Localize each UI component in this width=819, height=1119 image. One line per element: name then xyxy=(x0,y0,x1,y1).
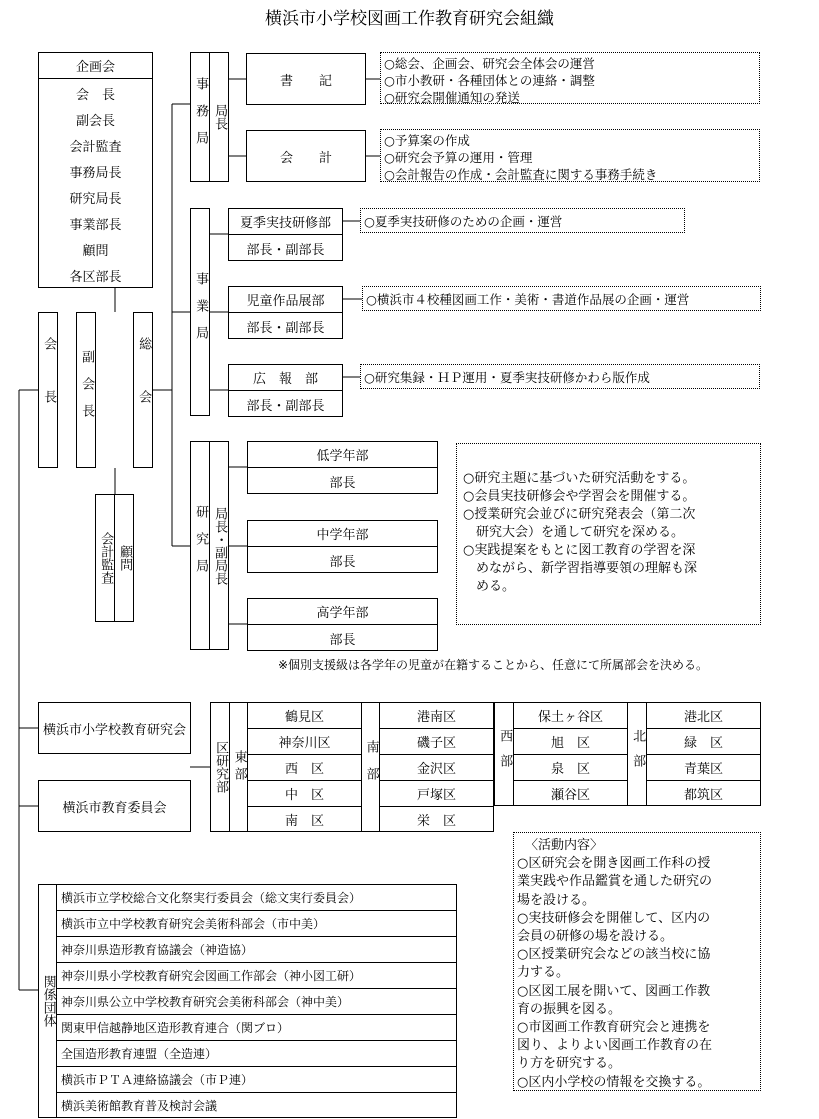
unit-name: 中学年部 xyxy=(248,521,437,547)
shokyoken-box xyxy=(38,702,191,754)
nanbu-box xyxy=(361,702,380,832)
related-label: 関係団体 xyxy=(40,975,56,1027)
member: 事務局長 xyxy=(69,165,122,181)
related-orgs xyxy=(56,884,457,1118)
jigyokyoku-box xyxy=(190,208,210,416)
member: 会計監査 xyxy=(69,139,122,155)
unit-sub: 部長・副部長 xyxy=(246,242,325,258)
kenkyukyoku-note: ※個別支援級は各学年の児童が在籍することから、任意にて所属部会を決める。 xyxy=(278,658,709,672)
ward: 泉 区 xyxy=(514,755,627,781)
jimukyoku-head-label: 局長 xyxy=(212,104,228,130)
purpose-line: める。 xyxy=(463,579,516,594)
kaki-jitsugi-box xyxy=(228,208,343,261)
kaicho-label: 会長 xyxy=(41,337,57,443)
tobu-wards xyxy=(247,702,362,832)
fukukaicho-box xyxy=(76,312,96,468)
kikakukai-box xyxy=(38,52,153,288)
related-org: 横浜市ＰＴＡ連絡協議会（市Ｐ連） xyxy=(57,1067,456,1093)
nanbu-wards xyxy=(379,702,494,832)
kyoiku-iinkai-label: 横浜市教育委員会 xyxy=(62,800,167,816)
purpose-line: ○研究主題に基づいた研究活動をする。 xyxy=(463,471,696,486)
purpose-line: ○実践提案をもとに図工教育の学習を深 xyxy=(463,543,696,558)
ward: 瀬谷区 xyxy=(550,788,590,803)
kenkyukyoku-box xyxy=(190,441,210,650)
related-org: 神奈川県造形教育協議会（神造協） xyxy=(57,937,456,963)
fukukaicho-label: 副会長 xyxy=(79,349,95,431)
kaikei-unit-box xyxy=(246,130,366,182)
unit-name: 夏季実技研修部 xyxy=(229,209,342,235)
ward: 金沢区 xyxy=(380,755,493,781)
kyoiku-iinkai-box xyxy=(38,780,191,832)
duty-line: ○横浜市４校種図画工作・美術・書道作品展の企画・運営 xyxy=(366,292,690,307)
ward: 保土ヶ谷区 xyxy=(514,703,627,729)
member: 会 長 xyxy=(75,87,115,103)
page-title: 横浜市小学校図画工作教育研究会組織 xyxy=(265,8,554,29)
kaikei-duties xyxy=(380,129,760,182)
activity-line: 育の振興を図る。 xyxy=(517,1001,622,1017)
kenkyukyoku-head-label: 局長・副局長 xyxy=(212,506,228,585)
sokai-box xyxy=(133,312,153,468)
duty-line: ○予算案の作成 xyxy=(384,133,470,148)
ward: 戸塚区 xyxy=(380,781,493,807)
ward: 南 区 xyxy=(284,814,324,829)
related-org: 神奈川県小学校教育研究会図画工作部会（神小図工研） xyxy=(57,963,456,989)
related-org: 関東甲信越静地区造形教育連合（関ブロ） xyxy=(57,1015,456,1041)
member: 事業部長 xyxy=(69,217,122,233)
ward: 緑 区 xyxy=(647,729,760,755)
unit-sub: 部長 xyxy=(329,632,356,648)
purpose-line: ○授業研究会並びに研究発表会（第二次 xyxy=(463,507,696,522)
related-org: 横浜市立中学校教育研究会美術科部会（市中美） xyxy=(57,911,456,937)
activities-box xyxy=(513,832,761,1091)
sakuhinten-box xyxy=(228,286,343,339)
unit-name: 児童作品展部 xyxy=(229,287,342,313)
duty-line: ○総会、企画会、研究会全体会の運営 xyxy=(384,56,595,71)
kaki-duty xyxy=(360,208,685,233)
seibu-label: 西部 xyxy=(497,729,513,779)
unit-sub: 部長 xyxy=(329,554,356,570)
unit-sub: 部長・副部長 xyxy=(246,398,325,414)
ward: 磯子区 xyxy=(380,729,493,755)
ward: 港北区 xyxy=(647,703,760,729)
jimukyoku-box xyxy=(190,52,210,182)
activity-line: ○区図工展を開いて、図画工作教 xyxy=(517,983,711,999)
ward: 中 区 xyxy=(248,781,361,807)
ko-gakunen-box xyxy=(247,598,438,651)
unit-sub: 部長・副部長 xyxy=(246,320,325,336)
activity-line: 業実践や作品鑑賞を通した研究の xyxy=(517,874,713,890)
kenkyukyoku-head-box xyxy=(209,441,229,650)
shoki-box xyxy=(246,53,366,105)
jimukyoku-label: 事務局 xyxy=(193,76,209,158)
jigyokyoku-label: 事業局 xyxy=(193,271,209,353)
nanbu-label: 南部 xyxy=(363,740,379,794)
duty-line: ○夏季実技研修のための企画・運営 xyxy=(364,214,563,229)
tei-gakunen-box xyxy=(247,441,438,494)
koho-box xyxy=(228,364,343,417)
related-label-box xyxy=(38,884,57,1118)
member: 顧問 xyxy=(82,243,109,259)
activity-line: 場を設ける。 xyxy=(517,892,596,908)
tobu-label: 東部 xyxy=(231,750,247,784)
ward: 旭 区 xyxy=(514,729,627,755)
activity-line: ○市図画工作教育研究会と連携を xyxy=(517,1020,711,1036)
ward: 青葉区 xyxy=(647,755,760,781)
ward: 西 区 xyxy=(248,755,361,781)
duty-line: ○会計報告の作成・会計監査に関する事務手続き xyxy=(384,167,658,182)
activity-line: 図り、よりよい図画工作教育の在 xyxy=(517,1038,713,1054)
hokubu-wards xyxy=(646,702,761,806)
activity-line: り方を研究する。 xyxy=(517,1056,622,1072)
unit-sub: 部長 xyxy=(329,475,356,491)
kikakukai-header: 企画会 xyxy=(39,53,152,79)
unit-name: 高学年部 xyxy=(248,599,437,625)
seibu-wards xyxy=(513,702,628,806)
duty-line: ○研究会開催通知の発送 xyxy=(384,90,520,105)
duty-line: ○研究会予算の運用・管理 xyxy=(384,150,533,165)
member: 各区部長 xyxy=(69,269,122,285)
shoki-label: 書 記 xyxy=(279,73,332,89)
ward: 神奈川区 xyxy=(248,729,361,755)
shokyoken-label: 横浜市小学校教育研究会 xyxy=(42,722,186,738)
kukenkyubu-box xyxy=(210,702,230,832)
purpose-line: ○会員実技研修会や学習会を開催する。 xyxy=(463,489,696,504)
shoki-duties xyxy=(380,52,760,104)
hokubu-box xyxy=(627,702,647,806)
sokai-label: 総会 xyxy=(136,337,152,443)
sakuhinten-duty xyxy=(362,286,761,311)
activity-line: ○区授業研究会などの該当校に協 xyxy=(517,947,711,963)
activity-line: 力する。 xyxy=(517,965,570,981)
kenkyukyoku-label: 研究局 xyxy=(193,505,209,586)
komon-label: 顧問 xyxy=(117,545,133,571)
hokubu-label: 北部 xyxy=(630,729,646,779)
kaikei-box xyxy=(95,494,115,622)
kukenkyubu-label: 区研究部 xyxy=(213,741,229,793)
duty-line: ○研究集録・ＨＰ運用・夏季実技研修かわら版作成 xyxy=(364,370,650,385)
ward: 鶴見区 xyxy=(248,703,361,729)
jimukyoku-head-box xyxy=(209,52,229,182)
related-org: 神奈川県公立中学校教育研究会美術科部会（神中美） xyxy=(57,989,456,1015)
kenkyukyoku-purposes xyxy=(456,443,761,625)
unit-name: 広 報 部 xyxy=(229,365,342,391)
kikakukai-members xyxy=(39,79,152,287)
chu-gakunen-box xyxy=(247,520,438,573)
activities-header: 〈活動内容〉 xyxy=(525,838,604,853)
activity-line: ○実技研修会を開催して、区内の xyxy=(517,910,711,926)
related-org: 横浜美術館教育普及検討会議 xyxy=(61,1099,218,1113)
purpose-line: 研究大会）を通して研究を深める。 xyxy=(463,525,685,540)
activity-line: ○区内小学校の情報を交換する。 xyxy=(517,1074,711,1090)
komon-box xyxy=(114,494,134,622)
seibu-box xyxy=(494,702,514,806)
purpose-line: めながら、新学習指導要領の理解も深 xyxy=(463,561,698,576)
activity-line: 会員の研修の場を設ける。 xyxy=(517,929,674,945)
ward: 港南区 xyxy=(380,703,493,729)
duty-line: ○市小教研・各種団体との連絡・調整 xyxy=(384,73,595,88)
kaicho-box xyxy=(38,312,58,468)
koho-duty xyxy=(360,364,760,389)
activity-line: ○区研究会を開き図画工作科の授 xyxy=(517,856,711,872)
related-org: 横浜市立学校総合文化祭実行委員会（総文実行委員会） xyxy=(57,885,456,911)
member: 研究局長 xyxy=(69,191,122,207)
ward: 都筑区 xyxy=(683,788,723,803)
related-org: 全国造形教育連盟（全造連） xyxy=(57,1041,456,1067)
kaikei-label: 会計監査 xyxy=(98,532,114,584)
tobu-box xyxy=(229,702,248,832)
member: 副会長 xyxy=(75,113,115,129)
unit-name: 低学年部 xyxy=(248,442,437,468)
kaikei-unit-label: 会 計 xyxy=(279,150,332,166)
ward: 栄 区 xyxy=(416,814,456,829)
